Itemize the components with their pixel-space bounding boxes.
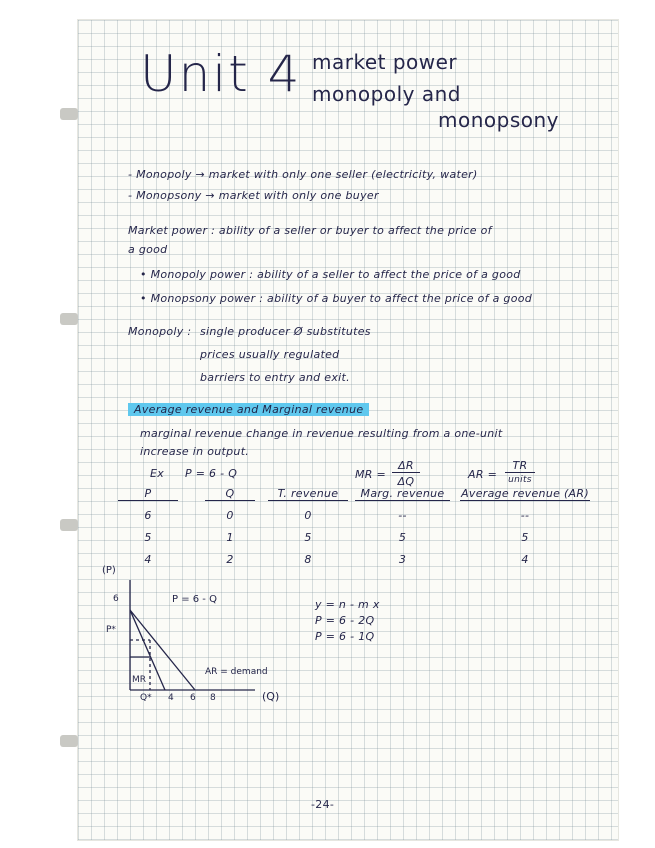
marginal-def-line-2: increase in output.	[140, 445, 250, 458]
ar-formula-num: TR	[505, 459, 535, 473]
graph-tick-4: 4	[168, 693, 174, 703]
graph-x-label: (Q)	[262, 690, 280, 703]
title-line-3: monopsony	[438, 108, 559, 132]
table-cell: 1	[226, 531, 234, 544]
market-power-line-1: Market power : ability of a seller or buyer to affect the price of	[128, 224, 492, 237]
title-line-2: monopoly and	[312, 82, 461, 106]
mr-formula-num: ΔR	[392, 459, 420, 473]
table-cell: 8	[304, 553, 312, 566]
monopoly-definition: - Monopoly → market with only one seller (electricity, water)	[128, 168, 478, 181]
line-equation-mr: P = 6 - 2Q	[315, 614, 375, 627]
ar-formula-den: units	[508, 475, 532, 485]
line-equation-ar: P = 6 - 1Q	[315, 630, 375, 643]
graph-tick-q-star: Q*	[140, 693, 152, 703]
page-number: -24-	[311, 798, 335, 811]
table-cell: 0	[304, 509, 312, 522]
mr-formula-den: ΔQ	[397, 475, 415, 488]
graph-tick-8: 8	[210, 693, 216, 703]
graph-tick-p-star: P*	[106, 625, 116, 635]
table-cell: 5	[304, 531, 312, 544]
table-cell: 5	[398, 531, 407, 544]
ar-formula-lhs: AR =	[468, 468, 498, 481]
table-cell: 0	[226, 509, 234, 522]
table-cell: 3	[398, 553, 407, 566]
binder-hole	[60, 313, 78, 325]
graph-ar-label: AR = demand	[205, 667, 268, 677]
graph-y-label: (P)	[102, 565, 116, 576]
table-cell: 2	[226, 553, 234, 566]
table-header-marginal-revenue: Marg. revenue	[355, 487, 450, 501]
binder-hole	[60, 108, 78, 120]
table-cell: 4	[144, 553, 152, 566]
monopoly-item-2: prices usually regulated	[200, 348, 340, 361]
table-header-p: P	[118, 487, 178, 501]
monopsony-definition: - Monopsony → market with only one buyer	[128, 189, 379, 202]
line-equation-general: y = n - m x	[315, 598, 380, 611]
marginal-def-line-1: marginal revenue change in revenue resulting from a one-unit	[140, 427, 503, 440]
table-cell: 5	[521, 531, 529, 544]
market-power-line-2: a good	[128, 243, 168, 256]
title-line-1: market power	[312, 50, 458, 74]
monopoly-item-3: barriers to entry and exit.	[200, 371, 350, 384]
monopoly-label: Monopoly :	[128, 325, 192, 338]
graph-tick-6: 6	[113, 594, 119, 604]
table-cell: 4	[521, 553, 529, 566]
monopoly-power-bullet: • Monopoly power : ability of a seller to affect the price of a good	[140, 268, 521, 281]
table-header-total-revenue: T. revenue	[268, 487, 348, 501]
graph-tick-6-x: 6	[190, 693, 196, 703]
monopoly-item-1: single producer Ø substitutes	[200, 325, 371, 338]
example-label: Ex	[150, 467, 165, 480]
table-cell: 6	[144, 509, 152, 522]
binder-hole	[60, 519, 78, 531]
binder-hole	[60, 735, 78, 747]
section-heading: Average revenue and Marginal revenue	[128, 403, 369, 416]
unit-title: Unit 4	[140, 45, 302, 103]
graph-equation: P = 6 - Q	[172, 594, 217, 605]
monopsony-power-bullet: • Monopsony power : ability of a buyer to affect the price of a good	[140, 292, 533, 305]
table-header-average-revenue: Average revenue (AR)	[461, 487, 589, 500]
table-header-q: Q	[205, 487, 255, 501]
example-equation: P = 6 - Q	[185, 467, 238, 480]
mr-formula-lhs: MR =	[355, 468, 387, 481]
table-cell: 5	[144, 531, 152, 544]
graph-mr-label: MR	[132, 675, 147, 685]
table-cell: --	[520, 509, 530, 522]
table-cell: --	[398, 509, 407, 522]
